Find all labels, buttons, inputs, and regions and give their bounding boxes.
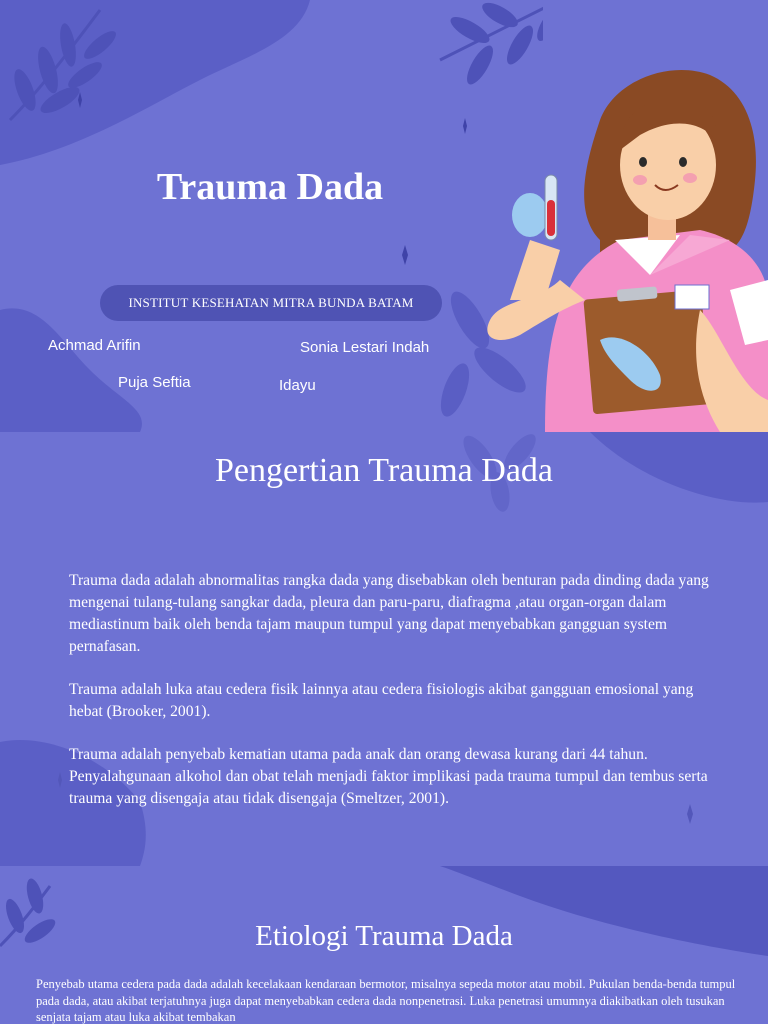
presentation-title: Trauma Dada <box>156 166 384 208</box>
title-slide <box>0 0 768 432</box>
paragraph: Trauma adalah luka atau cedera fisik lainnya atau cedera fisiologis akibat gangguan emosional yang hebat (Brooker, 2001). <box>69 681 694 720</box>
paragraph: Trauma adalah penyebab kematian utama pada anak dan orang dewasa kurang dari 44 tahun. Penyalahgunaan alkohol dan obat telah menjadi faktor implikasi pada trauma tumpul dan tembus serta trauma yang disengaja atau tidak disengaja (Smeltzer, 2001). <box>69 746 708 807</box>
definition-slide <box>0 432 768 866</box>
author-name: Achmad Arifin <box>48 337 141 354</box>
author-name: Sonia Lestari Indah <box>300 339 430 356</box>
background-shapes <box>0 0 768 432</box>
institution-badge <box>100 285 442 321</box>
paragraph: Trauma dada adalah abnormalitas rangka dada yang disebabkan oleh benturan pada dinding dada yang mengenai tulang-tulang sangkar dada, pleura dan paru-paru, diafragma ,atau organ-organ dalam mediastinum baik oleh benda tajam maupun tumpul yang dapat menyebabkan gangguan system pernafasan. <box>69 572 709 655</box>
author-name: Puja Seftia <box>118 374 191 391</box>
section-heading: Pengertian Trauma Dada <box>214 452 554 489</box>
author-name: Idayu <box>279 377 316 394</box>
section-heading: Etiologi Trauma Dada <box>255 920 513 952</box>
institution-name: INSTITUT KESEHATAN MITRA BUNDA BATAM <box>128 295 414 310</box>
nurse-illustration <box>487 0 768 432</box>
paragraph: Penyebab utama cedera pada dada adalah kecelakaan kendaraan bermotor, misalnya sepeda motor atau mobil. Pukulan benda-benda tumpul pada dada, atau akibat terjatuhnya juga dapat menyebabkan cedera dada nonpenetrasi. Luka penetrasi umumnya diakibatkan oleh tusukan senjata tajam atau luka akibat tembakan <box>36 977 736 1024</box>
etiology-slide <box>0 866 768 1024</box>
